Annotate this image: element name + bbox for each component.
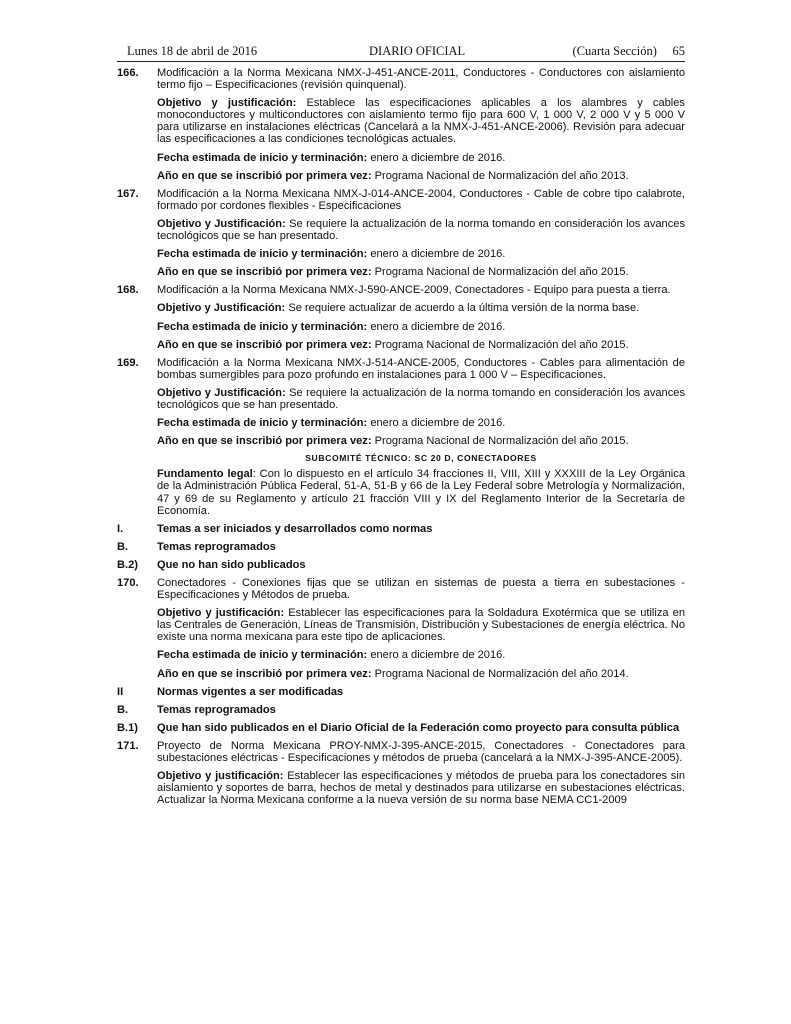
dates-label: Fecha estimada de inicio y terminación:	[157, 320, 368, 333]
section-text: Temas a ser iniciados y desarrollados como normas	[157, 522, 433, 535]
section-number: B.	[117, 540, 129, 553]
dates-label: Fecha estimada de inicio y terminación:	[157, 417, 368, 430]
dates	[117, 649, 685, 661]
item-title: Modificación a la Norma Mexicana NMX-J-451-ANCE-2011, Conductores - Conductores con aislamiento termo fijo – Especificaciones (revisión quinquenal).	[157, 67, 685, 92]
dates-label: Fecha estimada de inicio y terminación:	[157, 649, 368, 662]
section-number: I.	[117, 522, 124, 535]
section-heading	[117, 722, 685, 734]
first-year-text: Programa Nacional de Normalización del año 2013.	[371, 169, 629, 182]
item-title: Modificación a la Norma Mexicana NMX-J-514-ANCE-2005, Conductores - Cables para alimentación de bombas sumergibles para pozo profundo en instalaciones para 1 000 V – Especificaciones.	[157, 356, 685, 381]
document-body	[117, 67, 685, 806]
first-year-text: Programa Nacional de Normalización del año 2015.	[371, 338, 629, 351]
objective	[117, 387, 685, 411]
section-text: Que han sido publicados en el Diario Oficial de la Federación como proyecto para consulta pública	[157, 721, 680, 734]
item-number: 171.	[117, 739, 139, 752]
dates-text: enero a diciembre de 2016.	[367, 649, 506, 662]
objective	[117, 302, 685, 314]
header-rule	[117, 61, 685, 62]
item-number: 170.	[117, 577, 139, 589]
first-year	[117, 170, 685, 182]
subcommittee-heading: SUBCOMITÉ TÉCNICO: SC 20 D, CONECTADORES	[305, 453, 537, 464]
first-year-label: Año en que se inscribió por primera vez:	[157, 338, 372, 351]
dates	[117, 417, 685, 429]
legal-basis-text: : Con lo dispuesto en el artículo 34 fracciones II, VIII, XIII y XXXIII de la Ley Orgánica de la Administración Pública Federal, 51-A, 51-B y 66 de la Ley Federal sobre Metrología y Normalización, 47 y 69 de su Reglamento y artículo 21 fracción VIII y IX del Reglamento Interior de la Secretaría de Economía.	[157, 468, 685, 517]
item-170	[117, 577, 685, 601]
item-number: 166.	[117, 67, 139, 79]
section-heading	[117, 686, 685, 698]
first-year	[117, 435, 685, 447]
first-year-label: Año en que se inscribió por primera vez:	[157, 169, 372, 182]
section-text: Temas reprogramados	[157, 703, 276, 716]
item-number: 169.	[117, 356, 139, 369]
objective	[117, 607, 685, 643]
objective	[117, 218, 685, 242]
section-number: B.	[117, 703, 129, 716]
section-heading	[117, 541, 685, 553]
dates-text: enero a diciembre de 2016.	[367, 248, 506, 261]
objective	[117, 770, 685, 806]
dates-label: Fecha estimada de inicio y terminación:	[157, 151, 368, 164]
first-year	[117, 266, 685, 278]
section-text: Normas vigentes a ser modificadas	[157, 685, 344, 698]
item-title: Conectadores - Conexiones fijas que se utilizan en sistemas de puesta a tierra en subestaciones - Especificaciones y Métodos de prueba.	[157, 577, 685, 602]
section-text: Temas reprogramados	[157, 540, 276, 553]
dates	[117, 152, 685, 164]
objective-text: Se requiere actualizar de acuerdo a la última versión de la norma base.	[285, 302, 640, 315]
dates	[117, 248, 685, 260]
first-year-text: Programa Nacional de Normalización del año 2014.	[371, 667, 629, 680]
objective-label: Objetivo y Justificación:	[157, 302, 286, 315]
item-168	[117, 284, 685, 296]
first-year-label: Año en que se inscribió por primera vez:	[157, 667, 372, 680]
objective-text: Establecer las especificaciones para la Soldadura Exotérmica que se utiliza en las Centrales de Generación, Líneas de Transmisión, Distribución y Subestaciones de energía eléctrica. No existe una norma mexicana para este tipo de aplicaciones.	[157, 607, 685, 644]
legal-basis-label: Fundamento legal	[157, 468, 253, 481]
page-header	[117, 44, 685, 60]
objective-text: Establecer las especificaciones y métodos de prueba para los conectadores sin aislamiento y soportes de barra, hechos de metal y destinados para utilizarse en subestaciones eléctricas. Actualizar la Norma Mexicana conforme a la nueva versión de su norma base NEMA CC1-2009	[157, 770, 685, 807]
section-heading	[117, 559, 685, 571]
objective-text: Se requiere la actualización de la norma tomando en consideración los avances tecnológicos que se han presentado.	[157, 217, 685, 243]
item-number: 168.	[117, 284, 139, 297]
item-169	[117, 357, 685, 381]
item-title: Modificación a la Norma Mexicana NMX-J-590-ANCE-2009, Conectadores - Equipo para puesta a tierra.	[157, 284, 671, 297]
item-166	[117, 67, 685, 91]
section-heading	[117, 704, 685, 716]
first-year-text: Programa Nacional de Normalización del año 2015.	[371, 266, 629, 279]
dates-text: enero a diciembre de 2016.	[367, 417, 506, 430]
dates-label: Fecha estimada de inicio y terminación:	[157, 248, 368, 261]
document-page	[117, 44, 685, 806]
section-text: Que no han sido publicados	[157, 558, 306, 571]
dates-text: enero a diciembre de 2016.	[367, 151, 506, 164]
first-year	[117, 668, 685, 680]
section-heading	[117, 523, 685, 535]
objective-label: Objetivo y justificación:	[157, 97, 297, 110]
section-number: B.2)	[117, 558, 138, 571]
header-section-page: (Cuarta Sección) 65	[572, 44, 685, 58]
objective-label: Objetivo y justificación:	[157, 770, 284, 783]
section-number: II	[117, 685, 124, 698]
item-167	[117, 188, 685, 212]
objective-label: Objetivo y justificación:	[157, 607, 285, 620]
first-year-label: Año en que se inscribió por primera vez:	[157, 266, 372, 279]
item-number: 167.	[117, 187, 139, 200]
first-year	[117, 339, 685, 351]
objective-text: Se requiere la actualización de la norma tomando en consideración los avances tecnológicos que se han presentado.	[157, 386, 685, 411]
first-year-label: Año en que se inscribió por primera vez:	[157, 435, 372, 448]
dates	[117, 321, 685, 333]
header-date: Lunes 18 de abril de 2016	[127, 44, 258, 58]
objective-label: Objetivo y Justificación:	[157, 386, 286, 399]
dates-text: enero a diciembre de 2016.	[367, 320, 506, 333]
item-title: Modificación a la Norma Mexicana NMX-J-014-ANCE-2004, Conductores - Cable de cobre tipo calabrote, formado por cordones flexibles - Especificaciones	[157, 187, 685, 212]
objective-label: Objetivo y Justificación:	[157, 217, 286, 230]
item-title: Proyecto de Norma Mexicana PROY-NMX-J-395-ANCE-2015, Conectadores - Conectadores para subestaciones eléctricas - Especificaciones y métodos de prueba (cancelará a la NMX-J-395-ANCE-2005).	[157, 739, 685, 765]
header-publication: DIARIO OFICIAL	[369, 44, 466, 58]
first-year-text: Programa Nacional de Normalización del año 2015.	[371, 435, 629, 448]
item-171	[117, 740, 685, 764]
objective	[117, 97, 685, 145]
objective-text: Establece las especificaciones aplicables a los alambres y cables monoconductores y multiconductores con aislamiento termo fijo para 600 V, 1 000 V, 2 000 V y 5 000 V para utilizarse en instalaciones eléctricas (Cancelará a la NMX-J-451-ANCE-2006). Revisión para adecuar las especificaciones a las condiciones tecnológicas actuales.	[157, 97, 685, 146]
legal-basis	[117, 468, 685, 516]
section-number: B.1)	[117, 721, 138, 734]
